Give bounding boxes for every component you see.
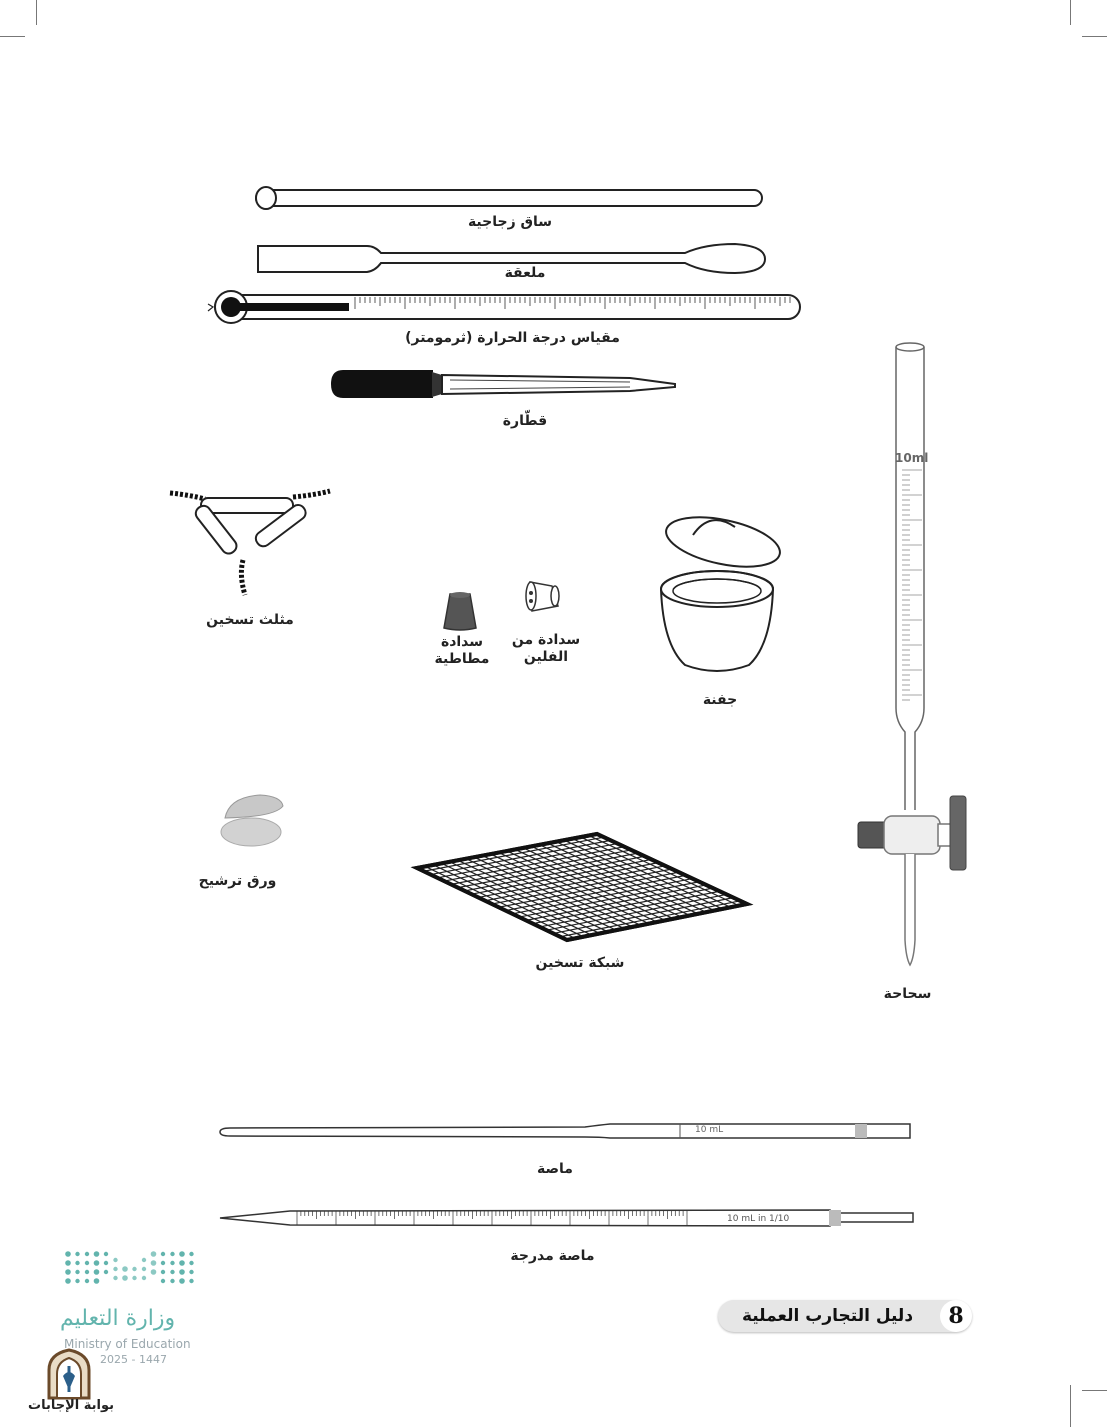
thermometer-illustration	[205, 288, 805, 328]
crop-mark	[0, 36, 25, 37]
dropper-illustration	[330, 363, 690, 408]
wire-gauze-illustration	[410, 828, 755, 953]
glass-rod-illustration	[250, 185, 770, 215]
book-title: دليل التجارب العملية	[741, 1306, 914, 1326]
rubber-stopper-illustration	[440, 590, 480, 635]
ministry-year: 2025 - 1447	[100, 1353, 167, 1366]
burette-scale	[902, 470, 922, 700]
pipette-capacity: 10 mL	[695, 1125, 724, 1135]
answers-gate-logo-icon	[45, 1348, 93, 1400]
ministry-logo-dots	[62, 1248, 202, 1296]
crop-mark	[36, 0, 37, 25]
page-number: 8	[940, 1300, 972, 1332]
spatula-label: ملعقة	[504, 265, 546, 281]
clay-triangle-label: مثلث تسخين	[206, 612, 294, 628]
glass-rod-label: ساق زجاجية	[467, 214, 553, 230]
rubber-stopper-label: سدادة مطاطية	[434, 634, 490, 667]
crop-mark	[1070, 1385, 1071, 1427]
graduated-pipette-label: ماصة مدرجة	[510, 1248, 595, 1264]
wire-gauze-label: شبكة تسخين	[535, 955, 625, 971]
ministry-name-ar: وزارة التعليم	[60, 1306, 176, 1331]
cork-stopper-label: سدادة من الفلين	[511, 632, 581, 665]
crop-mark	[1082, 36, 1107, 37]
crucible-illustration	[655, 505, 785, 680]
clay-triangle-illustration	[165, 485, 340, 600]
pipette-label: ماصة	[537, 1161, 573, 1177]
dropper-label: قطّارة	[502, 413, 548, 429]
crucible-label: جفنة	[702, 692, 738, 708]
filter-paper-illustration	[215, 792, 290, 852]
ministry-name-en: Ministry of Education	[64, 1337, 191, 1351]
graduated-pipette-capacity: 10 mL in 1/10	[727, 1214, 790, 1224]
watermark-text: بوابة الإجابات	[28, 1398, 114, 1413]
crop-mark	[1070, 0, 1071, 25]
burette-label: سحاحة	[883, 986, 932, 1002]
graduated-pipette-illustration	[215, 1205, 920, 1231]
filter-paper-label: ورق ترشيح	[198, 873, 277, 889]
crop-mark	[1082, 1390, 1107, 1391]
cork-stopper-illustration	[522, 578, 567, 618]
pipette-illustration	[215, 1118, 915, 1146]
thermometer-label: مقياس درجة الحرارة (ثرمومتر)	[405, 330, 620, 346]
burette-illustration	[850, 340, 975, 970]
burette-mark: 10ml	[895, 451, 929, 465]
